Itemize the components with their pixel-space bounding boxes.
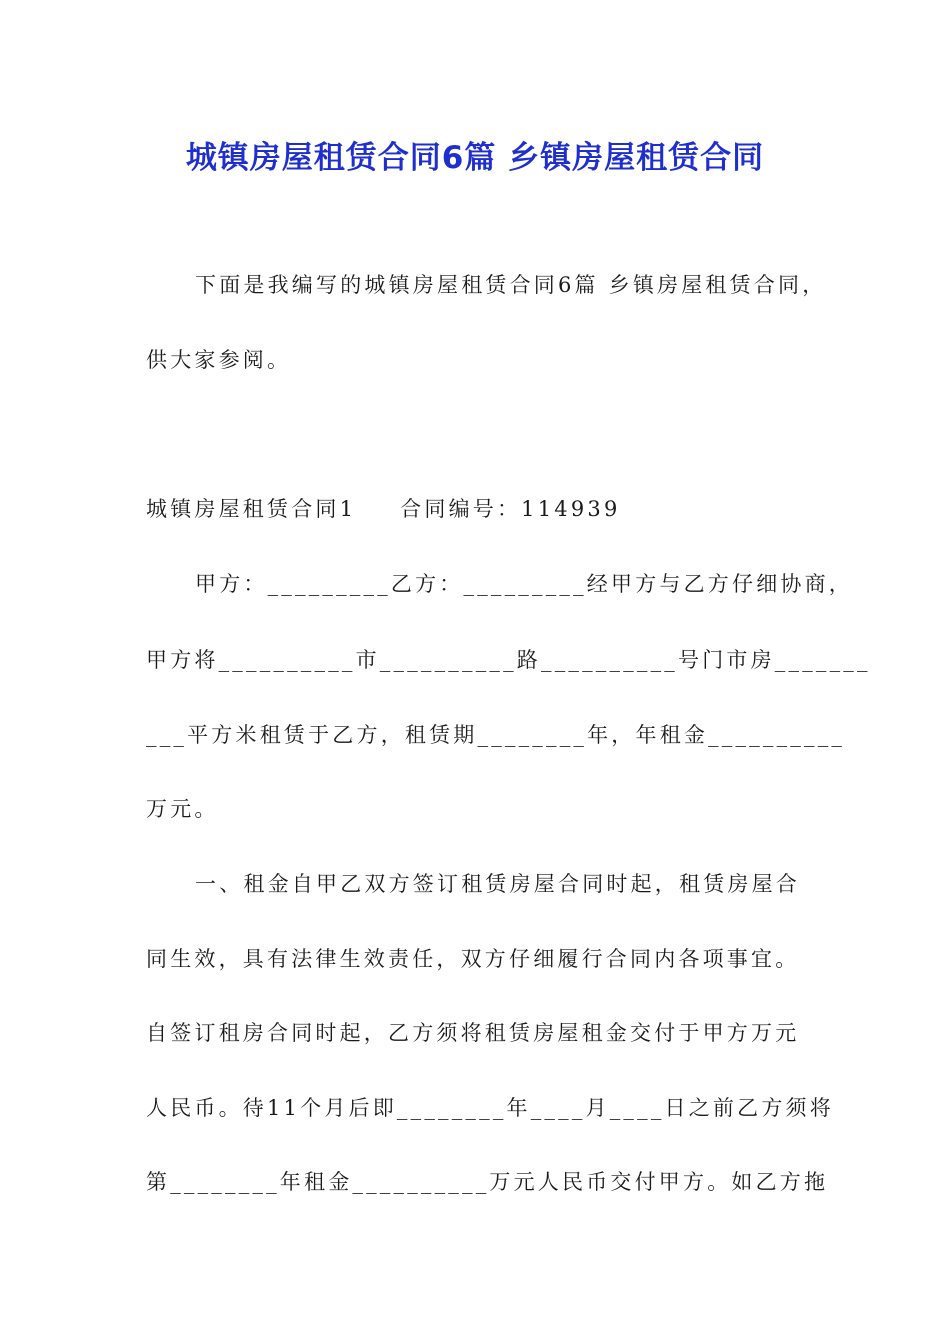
body-line-9: 第________年租金__________万元人民币交付甲方。如乙方拖 xyxy=(146,1170,829,1194)
body-line-6: 同生效，具有法律生效责任，双方仔细履行合同内各项事宜。 xyxy=(146,947,800,971)
body-line-5: 一、租金自甲乙双方签订租赁房屋合同时起，租赁房屋合 xyxy=(195,872,800,896)
body-line-2: 甲方将__________市__________路__________号门市房_______ xyxy=(146,648,871,672)
body-line-3: ___平方米租赁于乙方，租赁期________年，年租金__________ xyxy=(146,723,846,747)
document-title: 城镇房屋租赁合同6篇 乡镇房屋租赁合同 xyxy=(185,140,765,176)
body-line-7: 自签订租房合同时起，乙方须将租赁房屋租金交付于甲方万元 xyxy=(146,1021,800,1045)
contract-heading-row xyxy=(146,494,621,524)
contract-number: 合同编号：114939 xyxy=(400,497,621,521)
body-line-8: 人民币。待11个月后即________年____月____日之前乙方须将 xyxy=(146,1096,834,1120)
contract-heading: 城镇房屋租赁合同1 xyxy=(146,497,357,521)
body-line-1: 甲方：_________乙方：_________经甲方与乙方仔细协商， xyxy=(195,572,853,596)
intro-line-2: 供大家参阅。 xyxy=(146,348,292,372)
body-line-4: 万元。 xyxy=(146,797,219,821)
intro-line-1: 下面是我编写的城镇房屋租赁合同6篇 乡镇房屋租赁合同， xyxy=(195,273,827,297)
